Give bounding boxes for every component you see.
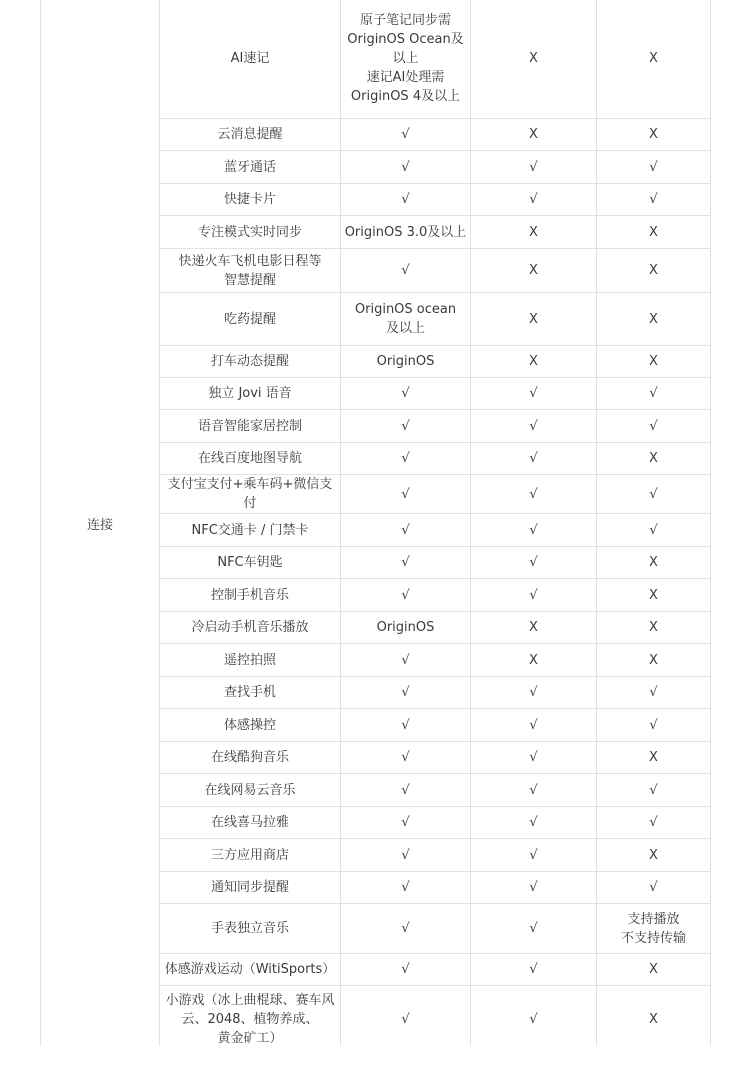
ios-support-cell: √ <box>471 709 597 742</box>
android-support-cell: X <box>597 954 711 986</box>
ios-support-cell: √ <box>471 774 597 807</box>
ios-support-cell: X <box>471 644 597 677</box>
ios-support-cell: √ <box>471 151 597 184</box>
feature-name-cell: 手表独立音乐 <box>160 904 341 954</box>
feature-name-cell: 小游戏（冰上曲棍球、赛车风 云、2048、植物养成、 黄金矿工） <box>160 986 341 1053</box>
phone-support-cell: √ <box>341 579 471 612</box>
ios-support-cell: √ <box>471 514 597 547</box>
feature-name-cell: 通知同步提醒 <box>160 872 341 904</box>
feature-name-cell: 在线喜马拉雅 <box>160 807 341 839</box>
ios-support-cell: √ <box>471 742 597 774</box>
android-support-cell: √ <box>597 410 711 443</box>
phone-support-cell: √ <box>341 249 471 293</box>
ios-support-cell: X <box>471 216 597 249</box>
feature-name-cell: NFC车钥匙 <box>160 547 341 579</box>
android-support-cell: X <box>597 742 711 774</box>
phone-support-cell: √ <box>341 986 471 1053</box>
ios-support-cell: √ <box>471 378 597 410</box>
phone-support-cell: √ <box>341 410 471 443</box>
comparison-table-body <box>41 0 711 1053</box>
android-support-cell: √ <box>597 774 711 807</box>
android-support-cell: X <box>597 547 711 579</box>
ios-support-cell: X <box>471 249 597 293</box>
phone-support-cell: √ <box>341 514 471 547</box>
android-support-cell: √ <box>597 514 711 547</box>
phone-support-cell: √ <box>341 677 471 709</box>
phone-support-cell: √ <box>341 475 471 514</box>
android-support-cell: √ <box>597 378 711 410</box>
phone-support-cell: √ <box>341 378 471 410</box>
feature-name-cell: 独立 Jovi 语音 <box>160 378 341 410</box>
phone-support-cell: √ <box>341 547 471 579</box>
feature-comparison-table <box>40 0 711 1053</box>
android-support-cell: √ <box>597 709 711 742</box>
android-support-cell: X <box>597 346 711 378</box>
ios-support-cell: √ <box>471 579 597 612</box>
feature-name-cell: 快递火车飞机电影日程等 智慧提醒 <box>160 249 341 293</box>
android-support-cell: X <box>597 579 711 612</box>
feature-name-cell: 在线酷狗音乐 <box>160 742 341 774</box>
ios-support-cell: √ <box>471 410 597 443</box>
phone-support-cell: √ <box>341 954 471 986</box>
table-row <box>41 0 711 119</box>
phone-support-cell: √ <box>341 151 471 184</box>
ios-support-cell: √ <box>471 872 597 904</box>
ios-support-cell: √ <box>471 547 597 579</box>
feature-name-cell: 在线网易云音乐 <box>160 774 341 807</box>
phone-support-cell: OriginOS 3.0及以上 <box>341 216 471 249</box>
android-support-cell: √ <box>597 151 711 184</box>
android-support-cell: X <box>597 293 711 346</box>
feature-name-cell: 专注模式实时同步 <box>160 216 341 249</box>
ios-support-cell: √ <box>471 443 597 475</box>
android-support-cell: X <box>597 839 711 872</box>
android-support-cell: √ <box>597 475 711 514</box>
android-support-cell: 支持播放 不支持传输 <box>597 904 711 954</box>
feature-name-cell: 吃药提醒 <box>160 293 341 346</box>
feature-name-cell: NFC交通卡 / 门禁卡 <box>160 514 341 547</box>
ios-support-cell: X <box>471 346 597 378</box>
phone-support-cell: √ <box>341 807 471 839</box>
feature-name-cell: 快捷卡片 <box>160 184 341 216</box>
phone-support-cell: 原子笔记同步需 OriginOS Ocean及 以上 速记AI处理需 OriginOS 4及以上 <box>341 0 471 119</box>
feature-name-cell: 三方应用商店 <box>160 839 341 872</box>
ios-support-cell: √ <box>471 807 597 839</box>
category-cell: 连接 <box>41 0 160 1053</box>
phone-support-cell: √ <box>341 119 471 151</box>
phone-support-cell: √ <box>341 443 471 475</box>
android-support-cell: X <box>597 644 711 677</box>
feature-name-cell: 在线百度地图导航 <box>160 443 341 475</box>
ios-support-cell: √ <box>471 986 597 1053</box>
ios-support-cell: √ <box>471 904 597 954</box>
feature-name-cell: 控制手机音乐 <box>160 579 341 612</box>
android-support-cell: √ <box>597 677 711 709</box>
phone-support-cell: √ <box>341 872 471 904</box>
feature-name-cell: 打车动态提醒 <box>160 346 341 378</box>
feature-name-cell: 语音智能家居控制 <box>160 410 341 443</box>
ios-support-cell: X <box>471 0 597 119</box>
phone-support-cell: √ <box>341 742 471 774</box>
feature-name-cell: 遥控拍照 <box>160 644 341 677</box>
ios-support-cell: √ <box>471 184 597 216</box>
ios-support-cell: √ <box>471 839 597 872</box>
android-support-cell: √ <box>597 872 711 904</box>
feature-name-cell: 冷启动手机音乐播放 <box>160 612 341 644</box>
feature-name-cell: 蓝牙通话 <box>160 151 341 184</box>
feature-name-cell: 支付宝支付+乘车码+微信支付 <box>160 475 341 514</box>
ios-support-cell: √ <box>471 475 597 514</box>
feature-name-cell: 查找手机 <box>160 677 341 709</box>
page-bottom-margin <box>0 1046 750 1080</box>
feature-name-cell: 体感操控 <box>160 709 341 742</box>
android-support-cell: X <box>597 119 711 151</box>
phone-support-cell: OriginOS <box>341 612 471 644</box>
ios-support-cell: X <box>471 119 597 151</box>
phone-support-cell: OriginOS <box>341 346 471 378</box>
ios-support-cell: √ <box>471 954 597 986</box>
android-support-cell: X <box>597 0 711 119</box>
ios-support-cell: √ <box>471 677 597 709</box>
phone-support-cell: √ <box>341 709 471 742</box>
phone-support-cell: OriginOS ocean 及以上 <box>341 293 471 346</box>
feature-name-cell: AI速记 <box>160 0 341 119</box>
ios-support-cell: X <box>471 612 597 644</box>
android-support-cell: X <box>597 612 711 644</box>
ios-support-cell: X <box>471 293 597 346</box>
phone-support-cell: √ <box>341 644 471 677</box>
android-support-cell: X <box>597 216 711 249</box>
phone-support-cell: √ <box>341 184 471 216</box>
android-support-cell: √ <box>597 807 711 839</box>
android-support-cell: X <box>597 249 711 293</box>
feature-name-cell: 云消息提醒 <box>160 119 341 151</box>
feature-name-cell: 体感游戏运动（WitiSports） <box>160 954 341 986</box>
phone-support-cell: √ <box>341 904 471 954</box>
android-support-cell: √ <box>597 184 711 216</box>
android-support-cell: X <box>597 986 711 1053</box>
phone-support-cell: √ <box>341 839 471 872</box>
phone-support-cell: √ <box>341 774 471 807</box>
android-support-cell: X <box>597 443 711 475</box>
